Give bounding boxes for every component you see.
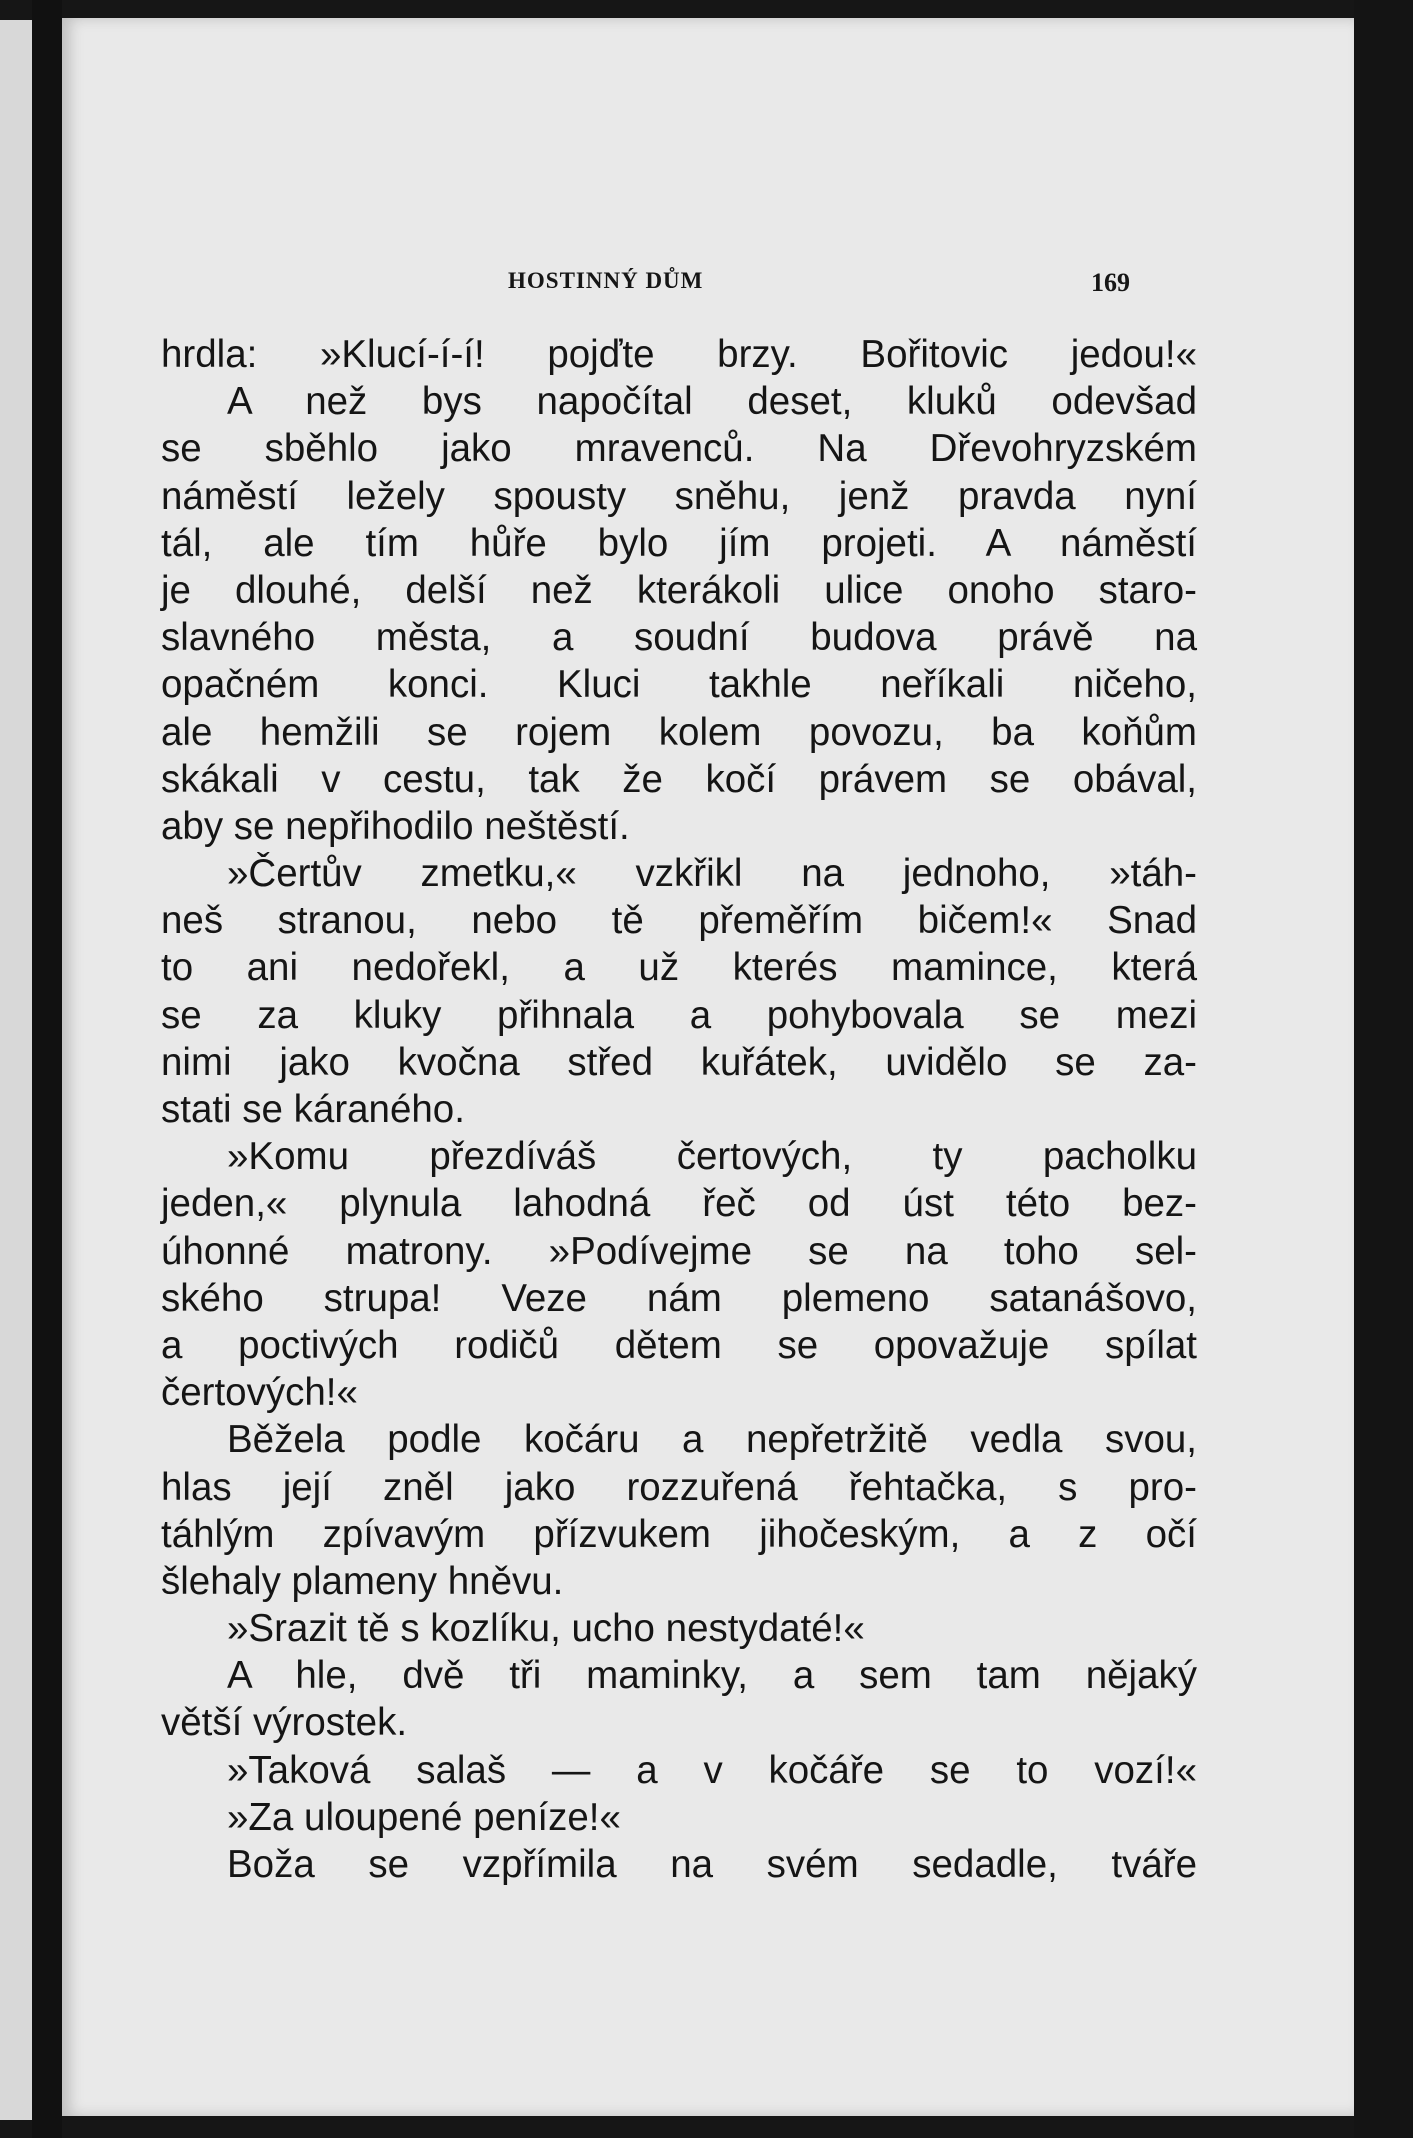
text-line: stati se káraného.	[161, 1088, 465, 1131]
text-line: táhlým zpívavým přízvukem jihočeským, a z očí	[161, 1512, 1197, 1556]
text-line: tál, ale tím hůře bylo jím projeti. A náměstí	[161, 521, 1197, 565]
text-line: ale hemžili se rojem kolem povozu, ba koňům	[161, 710, 1197, 754]
text-line: A hle, dvě tři maminky, a sem tam nějaký	[227, 1654, 1197, 1698]
text-line: opačném konci. Kluci takhle neříkali ničeho,	[161, 663, 1197, 707]
scan-right-edge	[1354, 0, 1413, 2138]
text-line: hlas její zněl jako rozzuřená řehtačka, s pro-	[161, 1465, 1197, 1509]
text-line: skákali v cestu, tak že kočí právem se obával,	[161, 757, 1197, 801]
text-line: neš stranou, nebo tě přeměřím bičem!« Snad	[161, 899, 1197, 943]
page-number: 169	[1091, 268, 1130, 297]
text-line: jeden,« plynula lahodná řeč od úst této bez-	[161, 1182, 1197, 1226]
text-line: »Komu přezdíváš čertových, ty pacholku	[227, 1135, 1197, 1179]
facing-page-edge	[0, 20, 32, 2120]
text-line: slavného města, a soudní budova právě na	[161, 616, 1197, 660]
text-line: Běžela podle kočáru a nepřetržitě vedla svou,	[227, 1418, 1197, 1462]
text-line: to ani nedořekl, a už kterés mamince, která	[161, 946, 1197, 990]
text-line: »Srazit tě s kozlíku, ucho nestydaté!«	[227, 1607, 865, 1651]
book-page	[62, 18, 1354, 2116]
text-line: »Čertův zmetku,« vzkřikl na jednoho, »táh-	[227, 852, 1197, 896]
text-line: se za kluky přihnala a pohybovala se mezi	[161, 993, 1197, 1037]
book-gutter	[32, 0, 62, 2138]
text-line: je dlouhé, delší než kterákoli ulice onoho staro-	[161, 568, 1197, 612]
text-line: nimi jako kvočna střed kuřátek, uvidělo se za-	[161, 1040, 1197, 1084]
text-line: »Taková salaš — a v kočáře se to vozí!«	[227, 1748, 1197, 1792]
text-line: A než bys napočítal deset, kluků odevšad	[227, 380, 1197, 424]
text-line: ského strupa! Veze nám plemeno satanášovo,	[161, 1276, 1197, 1320]
text-line: čertových!«	[161, 1371, 358, 1415]
text-line: úhonné matrony. »Podívejme se na toho sel-	[161, 1229, 1197, 1273]
text-line: aby se nepřihodilo neštěstí.	[161, 804, 630, 848]
text-line: šlehaly plameny hněvu.	[161, 1559, 564, 1603]
text-line: větší výrostek.	[161, 1701, 408, 1745]
body-text	[161, 331, 1197, 1888]
text-line: Boža se vzpřímila na svém sedadle, tváře	[227, 1843, 1197, 1886]
running-head: HOSTINNÝ DŮM	[508, 268, 704, 293]
text-line: »Za uloupené peníze!«	[227, 1795, 621, 1839]
text-line: se sběhlo jako mravenců. Na Dřevohryzském	[161, 427, 1197, 471]
text-line: náměstí ležely spousty sněhu, jenž pravda nyní	[161, 474, 1197, 518]
text-line: hrdla: »Klucí-í-í! pojďte brzy. Bořitovic jedou!«	[161, 333, 1197, 376]
page-header	[62, 268, 1354, 308]
text-line: a poctivých rodičů dětem se opovažuje spílat	[161, 1323, 1197, 1367]
